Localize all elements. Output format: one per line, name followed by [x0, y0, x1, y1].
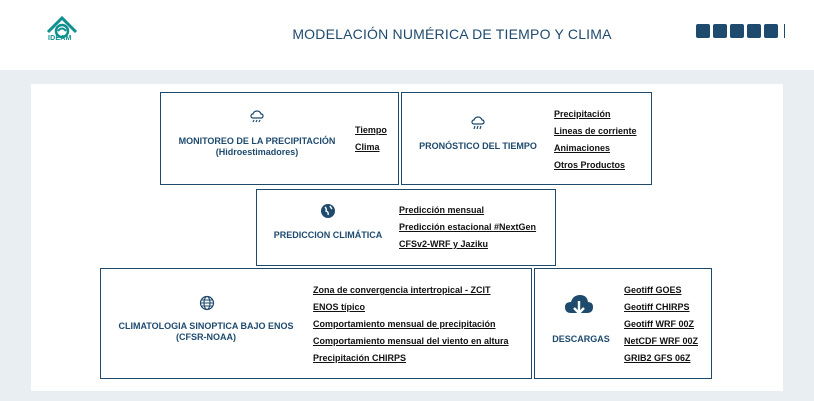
section-prediccion: [256, 189, 556, 266]
link-lineas-corriente[interactable]: Lineas de corriente: [554, 126, 637, 136]
web-globe-icon: [199, 295, 215, 311]
section-descargas: [534, 268, 712, 379]
section-pronostico: [401, 92, 652, 185]
globe-icon: [320, 203, 336, 219]
link-clima[interactable]: Clima: [355, 142, 380, 152]
android-icon[interactable]: [747, 24, 761, 38]
link-enos-tipico[interactable]: ENOS típico: [313, 302, 366, 312]
link-grib2-gfs[interactable]: GRIB2 GFS 06Z: [624, 353, 691, 363]
cloud-download-icon: [563, 293, 595, 321]
weather-storm-icon: [470, 115, 486, 131]
link-comportamiento-viento[interactable]: Comportamiento mensual del viento en altura: [313, 336, 509, 346]
rain-cloud-icon: [249, 109, 265, 125]
link-comportamiento-precipitacion[interactable]: Comportamiento mensual de precipitación: [313, 319, 496, 329]
link-precipitacion[interactable]: Precipitación: [554, 109, 611, 119]
section-climatologia: [100, 268, 532, 379]
facebook-icon[interactable]: [696, 24, 710, 38]
section-monitoreo: [160, 92, 399, 185]
link-cfsv2-wrf[interactable]: CFSv2-WRF y Jaziku: [399, 239, 489, 249]
link-prediccion-mensual[interactable]: Predicción mensual: [399, 205, 485, 215]
section-subtitle: (Hidroestimadores): [215, 147, 299, 157]
link-tiempo[interactable]: Tiempo: [355, 125, 387, 135]
link-prediccion-estacional[interactable]: Predicción estacional #NextGen: [399, 222, 537, 232]
link-precipitacion-chirps[interactable]: Precipitación CHIRPS: [313, 353, 407, 363]
link-zcit[interactable]: Zona de convergencia intertropical - ZCIT: [313, 285, 491, 295]
link-geotiff-wrf[interactable]: Geotiff WRF 00Z: [624, 319, 694, 329]
twitter-icon[interactable]: [713, 24, 727, 38]
link-geotiff-chirps[interactable]: Geotiff CHIRPS: [624, 302, 690, 312]
section-subtitle: (CFSR-NOAA): [176, 332, 236, 342]
link-otros-productos[interactable]: Otros Productos: [554, 160, 626, 170]
link-geotiff-goes[interactable]: Geotiff GOES: [624, 285, 682, 295]
section-title: MONITOREO DE LA PRECIPITACIÓN: [178, 136, 336, 146]
social-links: [696, 24, 785, 38]
link-animaciones[interactable]: Animaciones: [554, 143, 611, 153]
section-title: PRONÓSTICO DEL TIEMPO: [419, 141, 537, 151]
section-title: CLIMATOLOGIA SINOPTICA BAJO ENOS: [118, 321, 294, 331]
apple-icon[interactable]: [764, 24, 778, 38]
site-header: [0, 0, 814, 70]
page-title: MODELACIÓN NUMÉRICA DE TIEMPO Y CLIMA: [292, 26, 612, 42]
divider: [784, 24, 785, 38]
section-title: DESCARGAS: [552, 334, 610, 344]
link-netcdf-wrf[interactable]: NetCDF WRF 00Z: [624, 336, 698, 346]
section-title: PREDICCION CLIMÁTICA: [273, 230, 383, 240]
logo-text: IDEAM: [48, 35, 72, 42]
youtube-icon[interactable]: [730, 24, 744, 38]
